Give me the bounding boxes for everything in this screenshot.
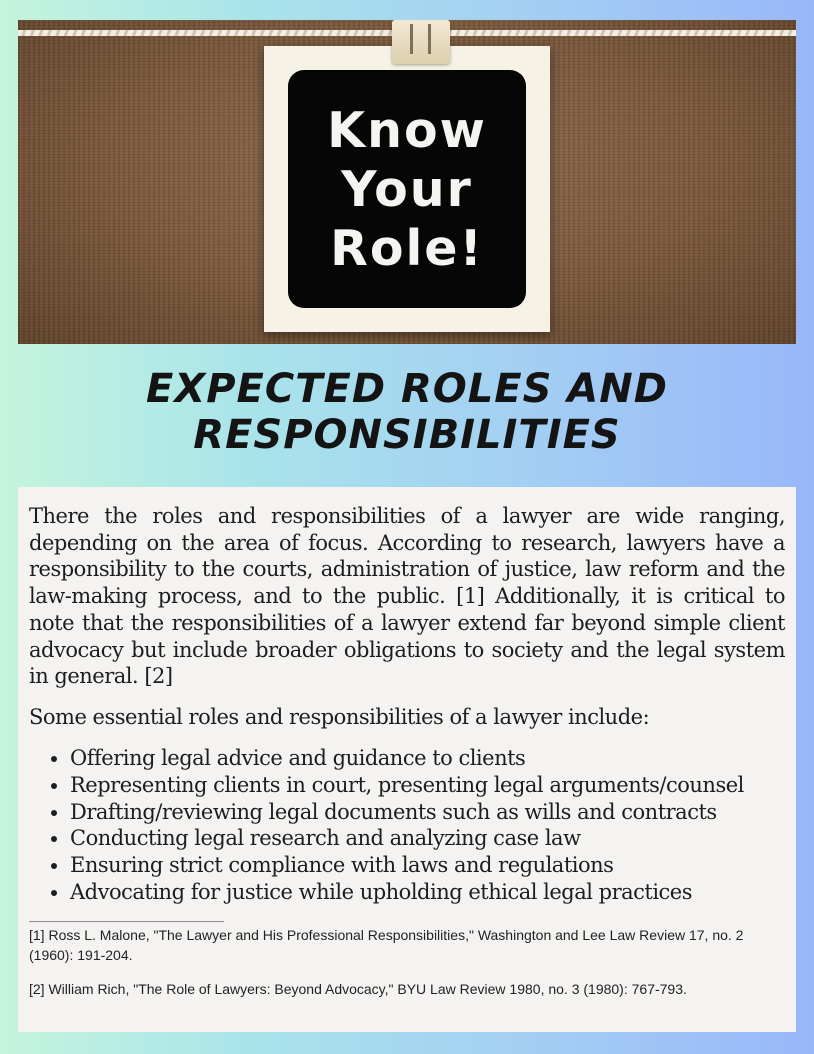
- list-item: • Conducting legal research and analyzing case law: [70, 825, 785, 852]
- list-item: • Advocating for justice while upholding ethical legal practices: [70, 879, 785, 906]
- responsibilities-list: [29, 745, 785, 906]
- intro-paragraph: There the roles and responsibilities of a lawyer are wide ranging, depending on the area of focus. According to research, lawyers have a responsibility to the courts, administration of justice, law reform and the law-making process, and to the public. [1] Additionally, it is critical to note that the responsibilities of a lawyer extend far beyond simple client advocacy but include broader obligations to society and the legal system in general. [2]: [29, 504, 785, 689]
- chalkboard: [288, 70, 526, 308]
- list-item: • Offering legal advice and guidance to clients: [70, 745, 785, 772]
- content-panel: [18, 487, 796, 1032]
- list-item: • Ensuring strict compliance with laws and regulations: [70, 852, 785, 879]
- footnote-2: [2] William Rich, "The Role of Lawyers: Beyond Advocacy," BYU Law Review 1980, no. 3 (1980): 767-793.: [29, 980, 687, 997]
- chalk-text-line-2: Your: [341, 160, 473, 218]
- footnote-separator: ______________________________: [29, 907, 224, 923]
- header-photo: [18, 20, 796, 344]
- page-title-line-2: RESPONSIBILITIES: [193, 412, 621, 458]
- page-title: [0, 366, 814, 458]
- list-item: • Drafting/reviewing legal documents such as wills and contracts: [70, 799, 785, 826]
- paper-card: [264, 46, 550, 332]
- footnote-1: [1] Ross L. Malone, "The Lawyer and His Professional Responsibilities," Washington and Lee Law Review 17, no. 2 (1960): 191-204.: [29, 926, 744, 963]
- chalk-text-line-3: Role!: [330, 219, 484, 277]
- list-intro: Some essential roles and responsibilities of a lawyer include:: [29, 704, 650, 729]
- binder-clip: [392, 20, 450, 64]
- page-title-line-1: EXPECTED ROLES AND: [146, 366, 668, 412]
- chalk-text-line-1: Know: [327, 101, 487, 159]
- list-item: • Representing clients in court, presenting legal arguments/counsel: [70, 772, 785, 799]
